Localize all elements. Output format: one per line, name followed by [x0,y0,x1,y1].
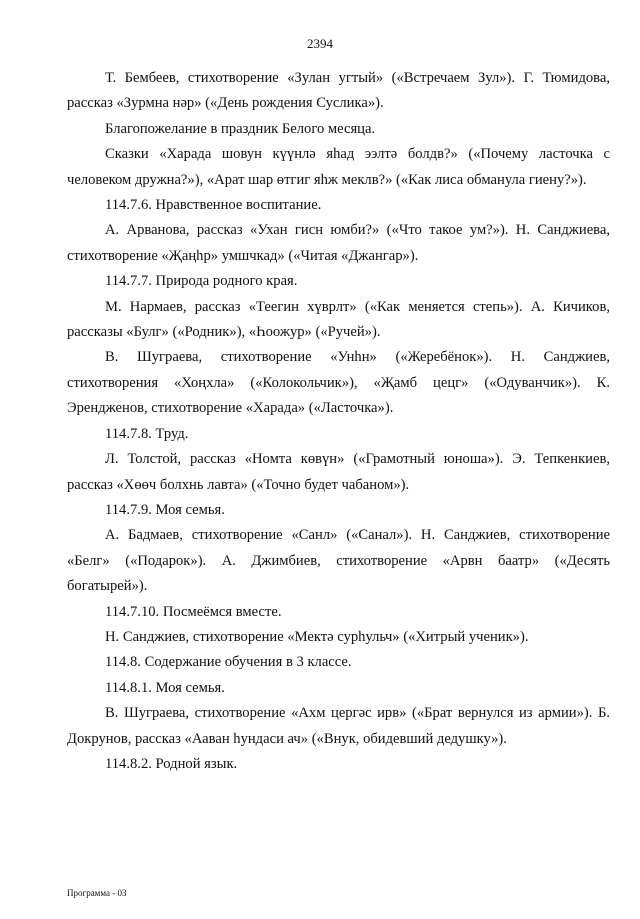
paragraph: Сказки «Харада шовун күүнлә яһад ээлтә болдв?» («Почему ласточка с человеком дружна?»), «Арат шар өтгиг яһж меклв?» («Как лиса обманула гиену?»). [67,146,610,188]
section-heading: 114.8.1. Моя семья. [105,679,225,696]
section-heading: 114.7.8. Труд. [105,425,189,442]
paragraph: А. Арванова, рассказ «Ухан гисн юмби?» («Что такое ум?»). Н. Санджиева, стихотворение «Җаңһр» умшчкад» («Читая «Джангар»). [67,222,610,264]
page-footer: Программа - 03 [67,888,127,898]
body-text [67,66,610,777]
page-number: 2394 [307,36,333,51]
paragraph: Благопожелание в праздник Белого месяца. [105,120,376,137]
paragraph: М. Нармаев, рассказ «Теегин хүврлт» («Как меняется степь»). А. Кичиков, рассказы «Булг» («Родник»), «Һоожур» («Ручей»). [67,298,610,341]
paragraph: В. Шуграева, стихотворение «Унһн» («Жеребёнок»). Н. Санджиев, стихотворения «Хоңхла» («Колокольчик»), «Җамб цецг» («Одуванчик»). К. Эрендженов, стихотворение «Харада» («Ласточка»). [67,349,610,417]
section-heading: 114.8.2. Родной язык. [105,755,238,772]
paragraph: Л. Толстой, рассказ «Номта көвүн» («Грамотный юноша»). Э. Тепкенкиев, рассказ «Хөөч болхнь лавта» («Точно будет чабаном»). [67,451,610,493]
section-heading: 114.7.7. Природа родного края. [105,273,298,290]
section-heading: 114.7.6. Нравственное воспитание. [105,197,322,214]
paragraph: Т. Бембеев, стихотворение «Зулан угтый» («Встречаем Зул»). Г. Тюмидова, рассказ «Зурмна нәр» («День рождения Суслика»). [67,70,610,112]
section-heading: 114.8. Содержание обучения в 3 классе. [105,654,352,671]
paragraph: Н. Санджиев, стихотворение «Мектә сурһульч» («Хитрый ученик»). [105,628,529,645]
section-heading: 114.7.10. Посмеёмся вместе. [105,603,282,620]
paragraph: В. Шуграева, стихотворение «Ахм цергәс ирв» («Брат вернулся из армии»). Б. Докрунов, рассказ «Ааван һундаси ач» («Внук, обидевший дедушку»). [67,705,610,747]
section-heading: 114.7.9. Моя семья. [105,501,225,518]
paragraph: А. Бадмаев, стихотворение «Санл» («Санал»). Н. Санджиев, стихотворение «Белг» («Подарок»). А. Джимбиев, стихотворение «Арвн баатр» («Десять богатырей»). [67,527,610,595]
